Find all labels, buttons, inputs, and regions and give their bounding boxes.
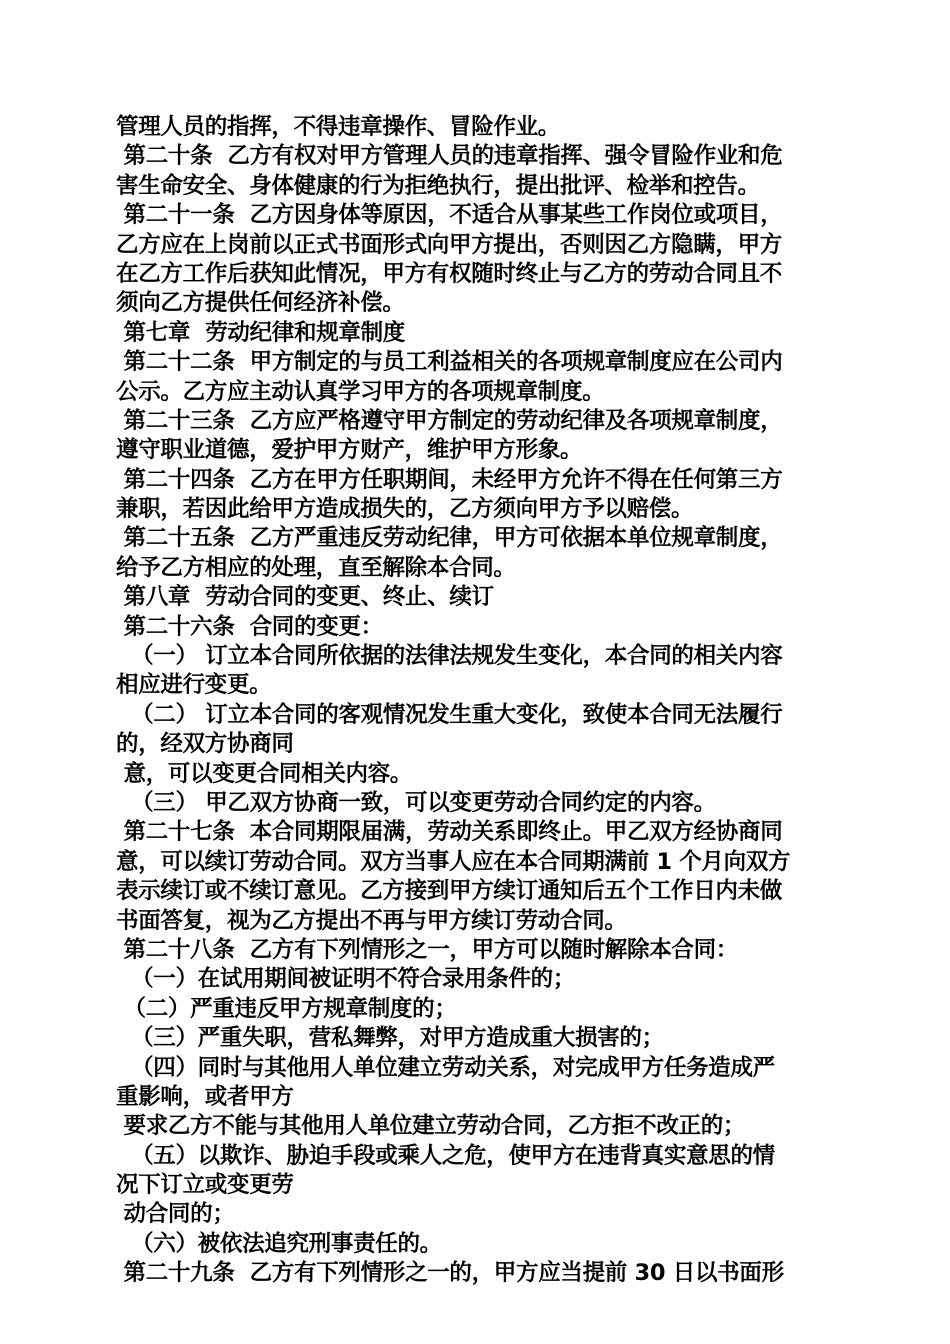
document-line: 第二十六条 合同的变更： — [116, 613, 383, 640]
document-line: 第七章 劳动纪律和规章制度 — [116, 319, 406, 346]
document-line: 重影响，或者甲方 — [116, 1083, 294, 1110]
document-line: 第二十九条 乙方有下列情形之一的，甲方应当提前 30 日以书面形 — [116, 1260, 784, 1287]
document-line: 书面答复，视为乙方提出不再与甲方续订劳动合同。 — [116, 907, 627, 934]
document-line: 表示续订或不续订意见。乙方接到甲方续订通知后五个工作日内未做 — [116, 878, 783, 905]
document-line: （四）同时与其他用人单位建立劳动关系，对完成甲方任务造成严 — [116, 1054, 775, 1081]
document-line: 第二十三条 乙方应严格遵守甲方制定的劳动纪律及各项规章制度， — [116, 407, 783, 434]
document-line: （一）在试用期间被证明不符合录用条件的； — [116, 966, 576, 993]
document-line: 第二十二条 甲方制定的与员工利益相关的各项规章制度应在公司内 — [116, 349, 783, 376]
document-line: 须向乙方提供任何经济补偿。 — [116, 290, 405, 317]
document-line: 给予乙方相应的处理，直至解除本合同。 — [116, 554, 516, 581]
document-line: （三） 甲乙双方协商一致，可以变更劳动合同约定的内容。 — [116, 789, 716, 816]
document-line: （五）以欺诈、胁迫手段或乘人之危，使甲方在违背真实意思的情 — [116, 1142, 775, 1169]
document-line: 动合同的； — [116, 1201, 235, 1228]
document-line: 兼职，若因此给甲方造成损失的，乙方须向甲方予以赔偿。 — [116, 496, 694, 523]
document-line: 意，可以变更合同相关内容。 — [116, 760, 413, 787]
document-line: 第二十五条 乙方严重违反劳动纪律，甲方可依据本单位规章制度， — [116, 525, 783, 552]
document-line: 公示。乙方应主动认真学习甲方的各项规章制度。 — [116, 378, 605, 405]
document-line: 的，经双方协商同 — [116, 731, 294, 758]
document-line: 在乙方工作后获知此情况，甲方有权随时终止与乙方的劳动合同且不 — [116, 260, 783, 287]
document-line: 况下订立或变更劳 — [116, 1172, 294, 1199]
document-line: 第二十四条 乙方在甲方任职期间，未经甲方允许不得在任何第三方 — [116, 466, 783, 493]
document-line: 第二十条 乙方有权对甲方管理人员的违章指挥、强令冒险作业和危 — [116, 143, 783, 170]
document-line: （六）被依法追究刑事责任的。 — [116, 1230, 442, 1257]
document-line: （三）严重失职，营私舞弊，对甲方造成重大损害的； — [116, 1025, 664, 1052]
document-line: 管理人员的指挥，不得违章操作、冒险作业。 — [116, 114, 561, 140]
document-line: 第二十八条 乙方有下列情形之一，甲方可以随时解除本合同： — [116, 936, 739, 963]
document-line: 乙方应在上岗前以正式书面形式向甲方提出，否则因乙方隐瞒，甲方 — [116, 231, 783, 258]
document-line: （一） 订立本合同所依据的法律法规发生变化，本合同的相关内容 — [116, 643, 783, 670]
document-line: 要求乙方不能与其他用人单位建立劳动合同，乙方拒不改正的； — [116, 1113, 746, 1140]
document-line: （二）严重违反甲方规章制度的； — [116, 995, 457, 1022]
document-line: 遵守职业道德，爱护甲方财产，维护甲方形象。 — [116, 437, 583, 464]
document-line: 意，可以续订劳动合同。双方当事人应在本合同期满前 1 个月向双方 — [116, 848, 791, 875]
document-line: 第二十七条 本合同期限届满，劳动关系即终止。甲乙双方经协商同 — [116, 819, 783, 846]
document-line: 相应进行变更。 — [116, 672, 272, 699]
document-body — [116, 113, 846, 1289]
document-line: （二） 订立本合同的客观情况发生重大变化，致使本合同无法履行 — [116, 701, 783, 728]
document-line: 第八章 劳动合同的变更、终止、续订 — [116, 584, 494, 611]
document-line: 害生命安全、身体健康的行为拒绝执行，提出批评、检举和控告。 — [116, 172, 760, 199]
document-line: 第二十一条 乙方因身体等原因，不适合从事某些工作岗位或项目， — [116, 202, 783, 229]
